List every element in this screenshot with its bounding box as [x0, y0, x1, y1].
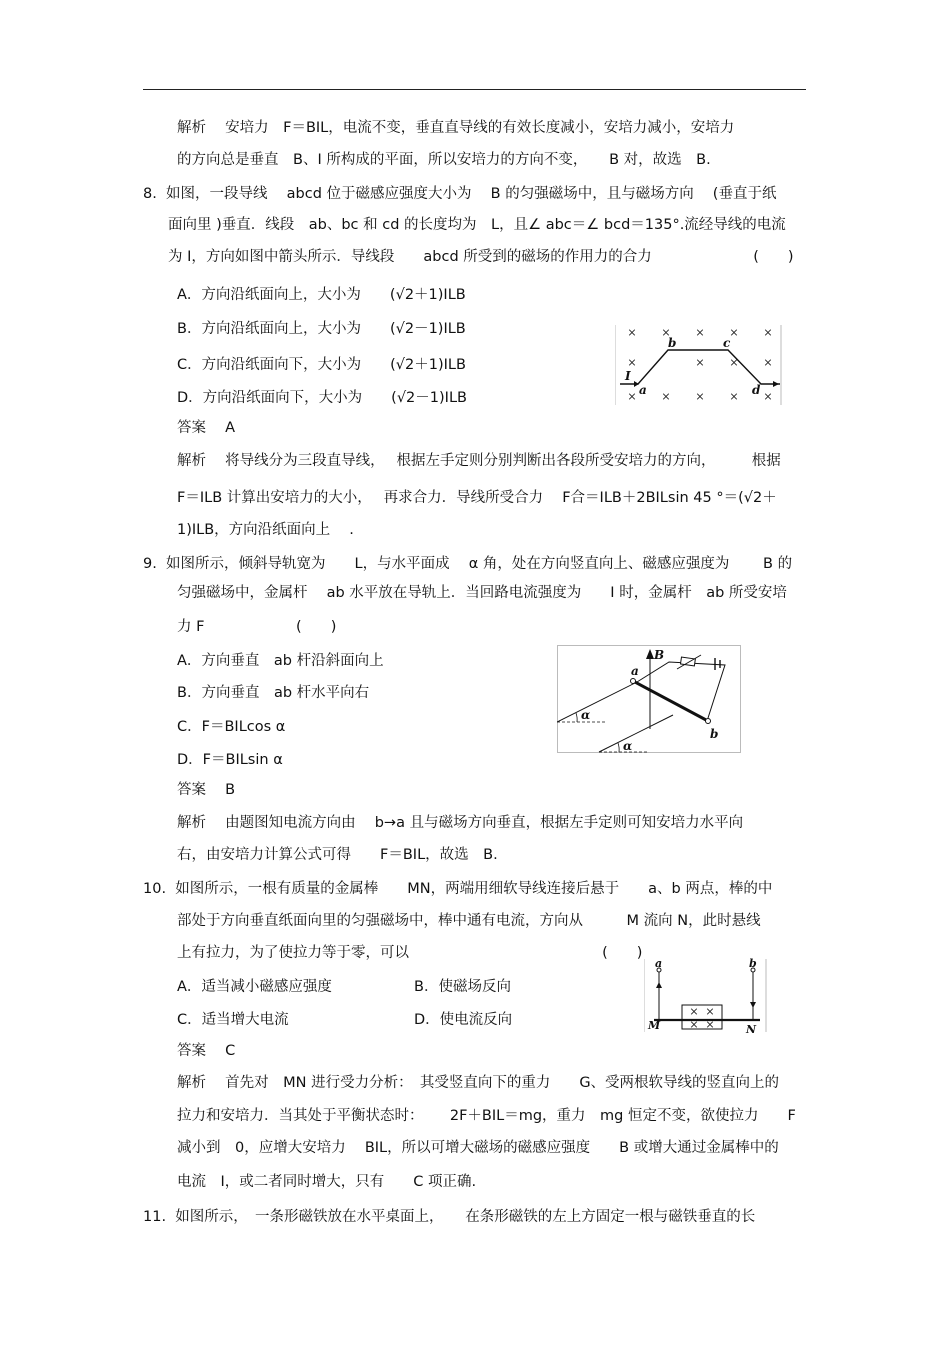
field-region	[682, 1005, 722, 1029]
label-end-M: M	[648, 1019, 661, 1032]
magnetic-field-mark: ×	[705, 1005, 715, 1018]
q8-option-b: B．方向沿纸面向上，大小为 (√2－1)ILB	[177, 321, 466, 337]
q9-figure	[557, 645, 741, 753]
magnetic-field-mark: ×	[627, 356, 637, 369]
q10-stem-line-2: 部处于方向垂直纸面向里的匀强磁场中，棒中通有电流，方向从 M 流向 N，此时悬线	[177, 913, 761, 929]
magnetic-field-mark: ×	[729, 390, 739, 403]
q8-explanation-line-2: F＝ILB 计算出安培力的大小， 再求合力．导线所受合力 F合＝ILB＋2BILsin 45 °＝(√2＋	[177, 490, 777, 506]
q10-explanation-line-2: 拉力和安培力．当其处于平衡状态时： 2F＋BIL＝mg，重力 mg 恒定不变，欲使拉力 F	[177, 1108, 796, 1124]
label-point-c: c	[723, 336, 731, 350]
angle-arc-lower	[618, 743, 619, 752]
magnetic-field-mark: ×	[661, 390, 671, 403]
label-point-a: a	[639, 383, 647, 397]
q8-explanation-line-1: 解析 将导线分为三段直导线， 根据左手定则分别判断出各段所受安培力的方向， 根据	[177, 453, 781, 469]
rail-lower	[599, 715, 673, 752]
magnetic-field-mark: ×	[705, 1018, 715, 1031]
header-rule	[143, 89, 806, 90]
q9-stem-line-2: 匀强磁场中，金属杆 ab 水平放在导轨上．当回路电流强度为 I 时，金属杆 ab 所受安培	[177, 585, 787, 601]
q9-option-b: B．方向垂直 ab 杆水平向右	[177, 685, 370, 701]
magnetic-field-mark: ×	[695, 356, 705, 369]
rod-end-b	[706, 719, 711, 724]
magnetic-field-mark: ×	[689, 1018, 699, 1031]
current-arrow-right	[750, 1002, 756, 1008]
magnetic-field-mark: ×	[729, 326, 739, 339]
q9-option-c: C．F＝BILcos α	[177, 719, 286, 735]
magnetic-field-mark: ×	[661, 326, 671, 339]
rheostat	[681, 657, 696, 666]
magnetic-field-mark: ×	[627, 326, 637, 339]
q10-answer: 答案 C	[177, 1043, 236, 1059]
magnetic-field-mark: ×	[689, 1005, 699, 1018]
q8-stem-line-3: 为 I，方向如图中箭头所示．导线段 abcd 所受到的磁场的作用力的合力 ( )	[168, 249, 794, 265]
magnetic-field-mark: ×	[763, 356, 773, 369]
q8-answer: 答案 A	[177, 420, 236, 436]
q8-figure	[615, 324, 785, 406]
label-current-I: I	[625, 369, 631, 383]
rail-left	[557, 682, 637, 722]
label-point-a: a	[655, 958, 663, 970]
label-point-b: b	[749, 958, 757, 970]
q10-stem-line-1: 10. 如图所示，一根有质量的金属棒 MN，两端用细软导线连接后悬于 a、b 两点，棒的中	[143, 881, 773, 897]
label-rod-a: a	[631, 664, 639, 678]
q9-option-d: D．F＝BILsin α	[177, 752, 283, 768]
q11-stem-line-1: 11. 如图所示， 一条形磁铁放在水平桌面上， 在条形磁铁的左上方固定一根与磁铁垂直的长	[143, 1209, 756, 1225]
q10-stem-line-3: 上有拉力，为了使拉力等于零，可以 ( )	[177, 945, 643, 961]
q10-option-c: C．适当增大电流	[177, 1012, 289, 1028]
q10-explanation-line-1: 解析 首先对 MN 进行受力分析： 其受竖直向下的重力 G、受两根软导线的竖直向上的	[177, 1075, 780, 1091]
q8-option-a: A．方向沿纸面向上，大小为 (√2＋1)ILB	[177, 287, 466, 303]
prev-explanation-line-2: 的方向总是垂直 B、I 所构成的平面，所以安培力的方向不变， B 对，故选 B.	[177, 152, 711, 168]
q10-explanation-line-3: 减小到 0，应增大安培力 BIL，所以可增大磁场的磁感应强度 B 或增大通过金属棒中的	[177, 1140, 779, 1156]
metal-rod-ab	[633, 681, 708, 721]
q9-option-a: A．方向垂直 ab 杆沿斜面向上	[177, 653, 384, 669]
q8-explanation-line-3: 1)ILB，方向沿纸面向上 .	[177, 522, 354, 538]
q9-explanation-line-2: 右，由安培力计算公式可得 F＝BIL，故选 B.	[177, 847, 498, 863]
magnetic-field-mark: ×	[695, 390, 705, 403]
magnetic-field-mark: ×	[627, 390, 637, 403]
prev-explanation-line-1: 解析 安培力 F＝BIL，电流不变，垂直直导线的有效长度减小，安培力减小，安培力	[177, 120, 735, 136]
q9-answer: 答案 B	[177, 782, 236, 798]
angle-arc-upper	[576, 713, 577, 722]
field-arrow-B	[646, 649, 654, 659]
current-arrow-left	[656, 982, 662, 988]
label-field-B: B	[654, 648, 665, 662]
q10-option-d: D．使电流反向	[414, 1012, 513, 1028]
rod-end-a	[631, 679, 636, 684]
label-rod-b: b	[710, 727, 719, 741]
magnetic-field-mark: ×	[763, 390, 773, 403]
label-point-d: d	[752, 383, 761, 397]
magnetic-field-mark: ×	[695, 326, 705, 339]
q9-stem-line-3: 力 F ( )	[177, 619, 337, 635]
q8-option-d: D．方向沿纸面向下，大小为 (√2－1)ILB	[177, 390, 467, 406]
current-arrow-right	[773, 381, 779, 387]
q10-explanation-line-4: 电流 I，或二者同时增大，只有 C 项正确.	[177, 1174, 477, 1190]
q8-stem-line-2: 面向里 )垂直．线段 ab、bc 和 cd 的长度均为 L，且∠ abc＝∠ bcd＝135°.流经导线的电流	[168, 217, 786, 233]
q10-option-b: B．使磁场反向	[414, 979, 511, 995]
q9-stem-line-1: 9. 如图所示，倾斜导轨宽为 L，与水平面成 α 角，处在方向竖直向上、磁感应强度为 B 的	[143, 556, 793, 572]
magnetic-field-mark: ×	[763, 326, 773, 339]
label-alpha-upper: α	[581, 708, 591, 722]
label-point-b: b	[668, 336, 677, 350]
q8-stem-line-1: 8. 如图，一段导线 abcd 位于磁感应强度大小为 B 的匀强磁场中，且与磁场方向 (垂直于纸	[143, 186, 777, 202]
label-alpha-lower: α	[623, 739, 633, 753]
q9-explanation-line-1: 解析 由题图知电流方向由 b→a 且与磁场方向垂直，根据左手定则可知安培力水平向	[177, 815, 744, 831]
q8-option-c: C．方向沿纸面向下，大小为 (√2＋1)ILB	[177, 357, 466, 373]
q10-option-a: A．适当减小磁感应强度	[177, 979, 332, 995]
magnetic-field-mark: ×	[729, 356, 739, 369]
label-end-N: N	[746, 1023, 757, 1034]
q10-figure	[644, 958, 768, 1034]
